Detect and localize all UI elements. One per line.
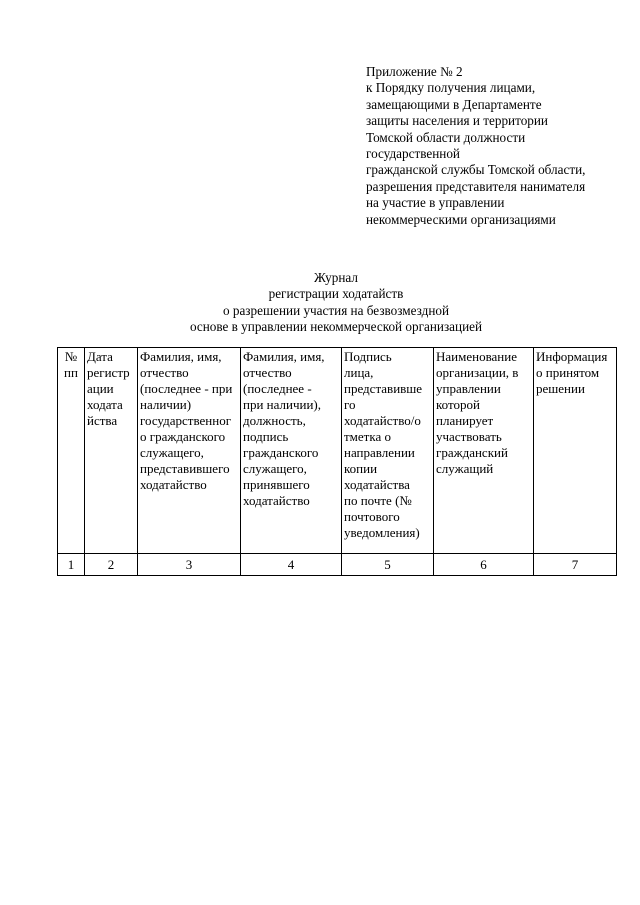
column-header-line: о принятом xyxy=(536,365,600,380)
column-header-line: Фамилия, имя, xyxy=(140,349,222,364)
title-line: основе в управлении некоммерческой организацией xyxy=(189,319,483,335)
column-header-line: ходатайство xyxy=(140,477,207,492)
column-number: 1 xyxy=(58,554,85,576)
column-header-line: принявшего xyxy=(243,477,310,492)
column-header-line: направлении xyxy=(344,445,415,460)
column-header-line: государственног xyxy=(140,413,232,428)
column-header-line: ходатайство/о xyxy=(344,413,421,428)
column-header-line: регистр xyxy=(87,365,130,380)
column-header-line: (последнее - при xyxy=(140,381,233,396)
column-header-line: копии xyxy=(344,461,378,476)
column-header-line: служащего, xyxy=(140,445,204,460)
column-header-date xyxy=(85,348,138,554)
column-header-line: организации, в xyxy=(436,365,519,380)
column-header-line: при наличии), xyxy=(243,397,321,412)
column-header-line: по почте (№ xyxy=(344,493,412,508)
column-header-line: представивше xyxy=(344,381,423,396)
column-number: 6 xyxy=(434,554,534,576)
appendix-line: защиты населения и территории xyxy=(366,113,548,129)
column-header-receiver xyxy=(241,348,342,554)
column-header-line: решении xyxy=(536,381,585,396)
appendix-line: на участие в управлении xyxy=(366,195,505,211)
column-header-line: Фамилия, имя, xyxy=(243,349,325,364)
column-number-row xyxy=(58,554,617,576)
column-header-line: отчество xyxy=(243,365,292,380)
column-header-line: наличии) xyxy=(140,397,192,412)
appendix-line: к Порядку получения лицами, xyxy=(366,80,536,96)
column-header-line: служащий xyxy=(436,461,494,476)
column-header-line: (последнее - xyxy=(243,381,312,396)
column-header-line: Подпись xyxy=(344,349,392,364)
column-header-line: отчество xyxy=(140,365,189,380)
column-header-line: йства xyxy=(87,413,118,428)
column-header-line: представившего xyxy=(140,461,230,476)
appendix-note xyxy=(366,64,628,228)
journal-table xyxy=(57,347,617,576)
column-header-line: Дата xyxy=(87,349,113,364)
column-header-line: ходатайство xyxy=(243,493,310,508)
column-number: 4 xyxy=(241,554,342,576)
column-header-line: служащего, xyxy=(243,461,307,476)
column-header-line: гражданский xyxy=(436,445,508,460)
column-header-line: го xyxy=(344,397,356,412)
column-header-line: тметка о xyxy=(344,429,391,444)
column-header-line: пп xyxy=(64,365,78,380)
appendix-line: Томской области должности xyxy=(366,129,526,145)
column-header-line: лица, xyxy=(344,365,374,380)
title-line: Журнал xyxy=(314,270,358,285)
appendix-line: государственной xyxy=(366,146,460,162)
column-header-line: гражданского xyxy=(243,445,319,460)
appendix-line: гражданской службы Томской области, xyxy=(366,162,586,178)
column-number: 7 xyxy=(534,554,617,576)
column-header-line: уведомления) xyxy=(344,525,420,540)
column-header-line: участвовать xyxy=(436,429,502,444)
appendix-line: некоммерческими организациями xyxy=(366,211,556,227)
column-header-applicant xyxy=(138,348,241,554)
column-header-line: подпись xyxy=(243,429,289,444)
column-header-line: которой xyxy=(436,397,480,412)
column-header-number xyxy=(58,348,85,554)
column-number: 3 xyxy=(138,554,241,576)
column-header-line: Информация xyxy=(536,349,608,364)
column-header-line: № xyxy=(64,349,78,364)
column-number: 2 xyxy=(85,554,138,576)
column-header-line: о гражданского xyxy=(140,429,226,444)
column-header-decision xyxy=(534,348,617,554)
column-header-line: должность, xyxy=(243,413,306,428)
appendix-line: замещающими в Департаменте xyxy=(366,96,542,112)
column-header-line: ходата xyxy=(87,397,123,412)
title-line: регистрации ходатайств xyxy=(268,286,404,302)
column-header-line: ходатайства xyxy=(344,477,410,492)
column-header-signature xyxy=(342,348,434,554)
journal-title xyxy=(0,270,640,336)
column-header-line: управлении xyxy=(436,381,501,396)
column-number: 5 xyxy=(342,554,434,576)
column-header-line: Наименование xyxy=(436,349,517,364)
column-header-organization xyxy=(434,348,534,554)
column-header-line: ации xyxy=(87,381,114,396)
title-line: о разрешении участия на безвозмездной xyxy=(222,302,450,318)
column-header-line: почтового xyxy=(344,509,400,524)
appendix-line: Приложение № 2 xyxy=(366,64,463,79)
header-row xyxy=(58,348,617,554)
appendix-line: разрешения представителя нанимателя xyxy=(366,178,586,194)
column-header-line: планирует xyxy=(436,413,494,428)
